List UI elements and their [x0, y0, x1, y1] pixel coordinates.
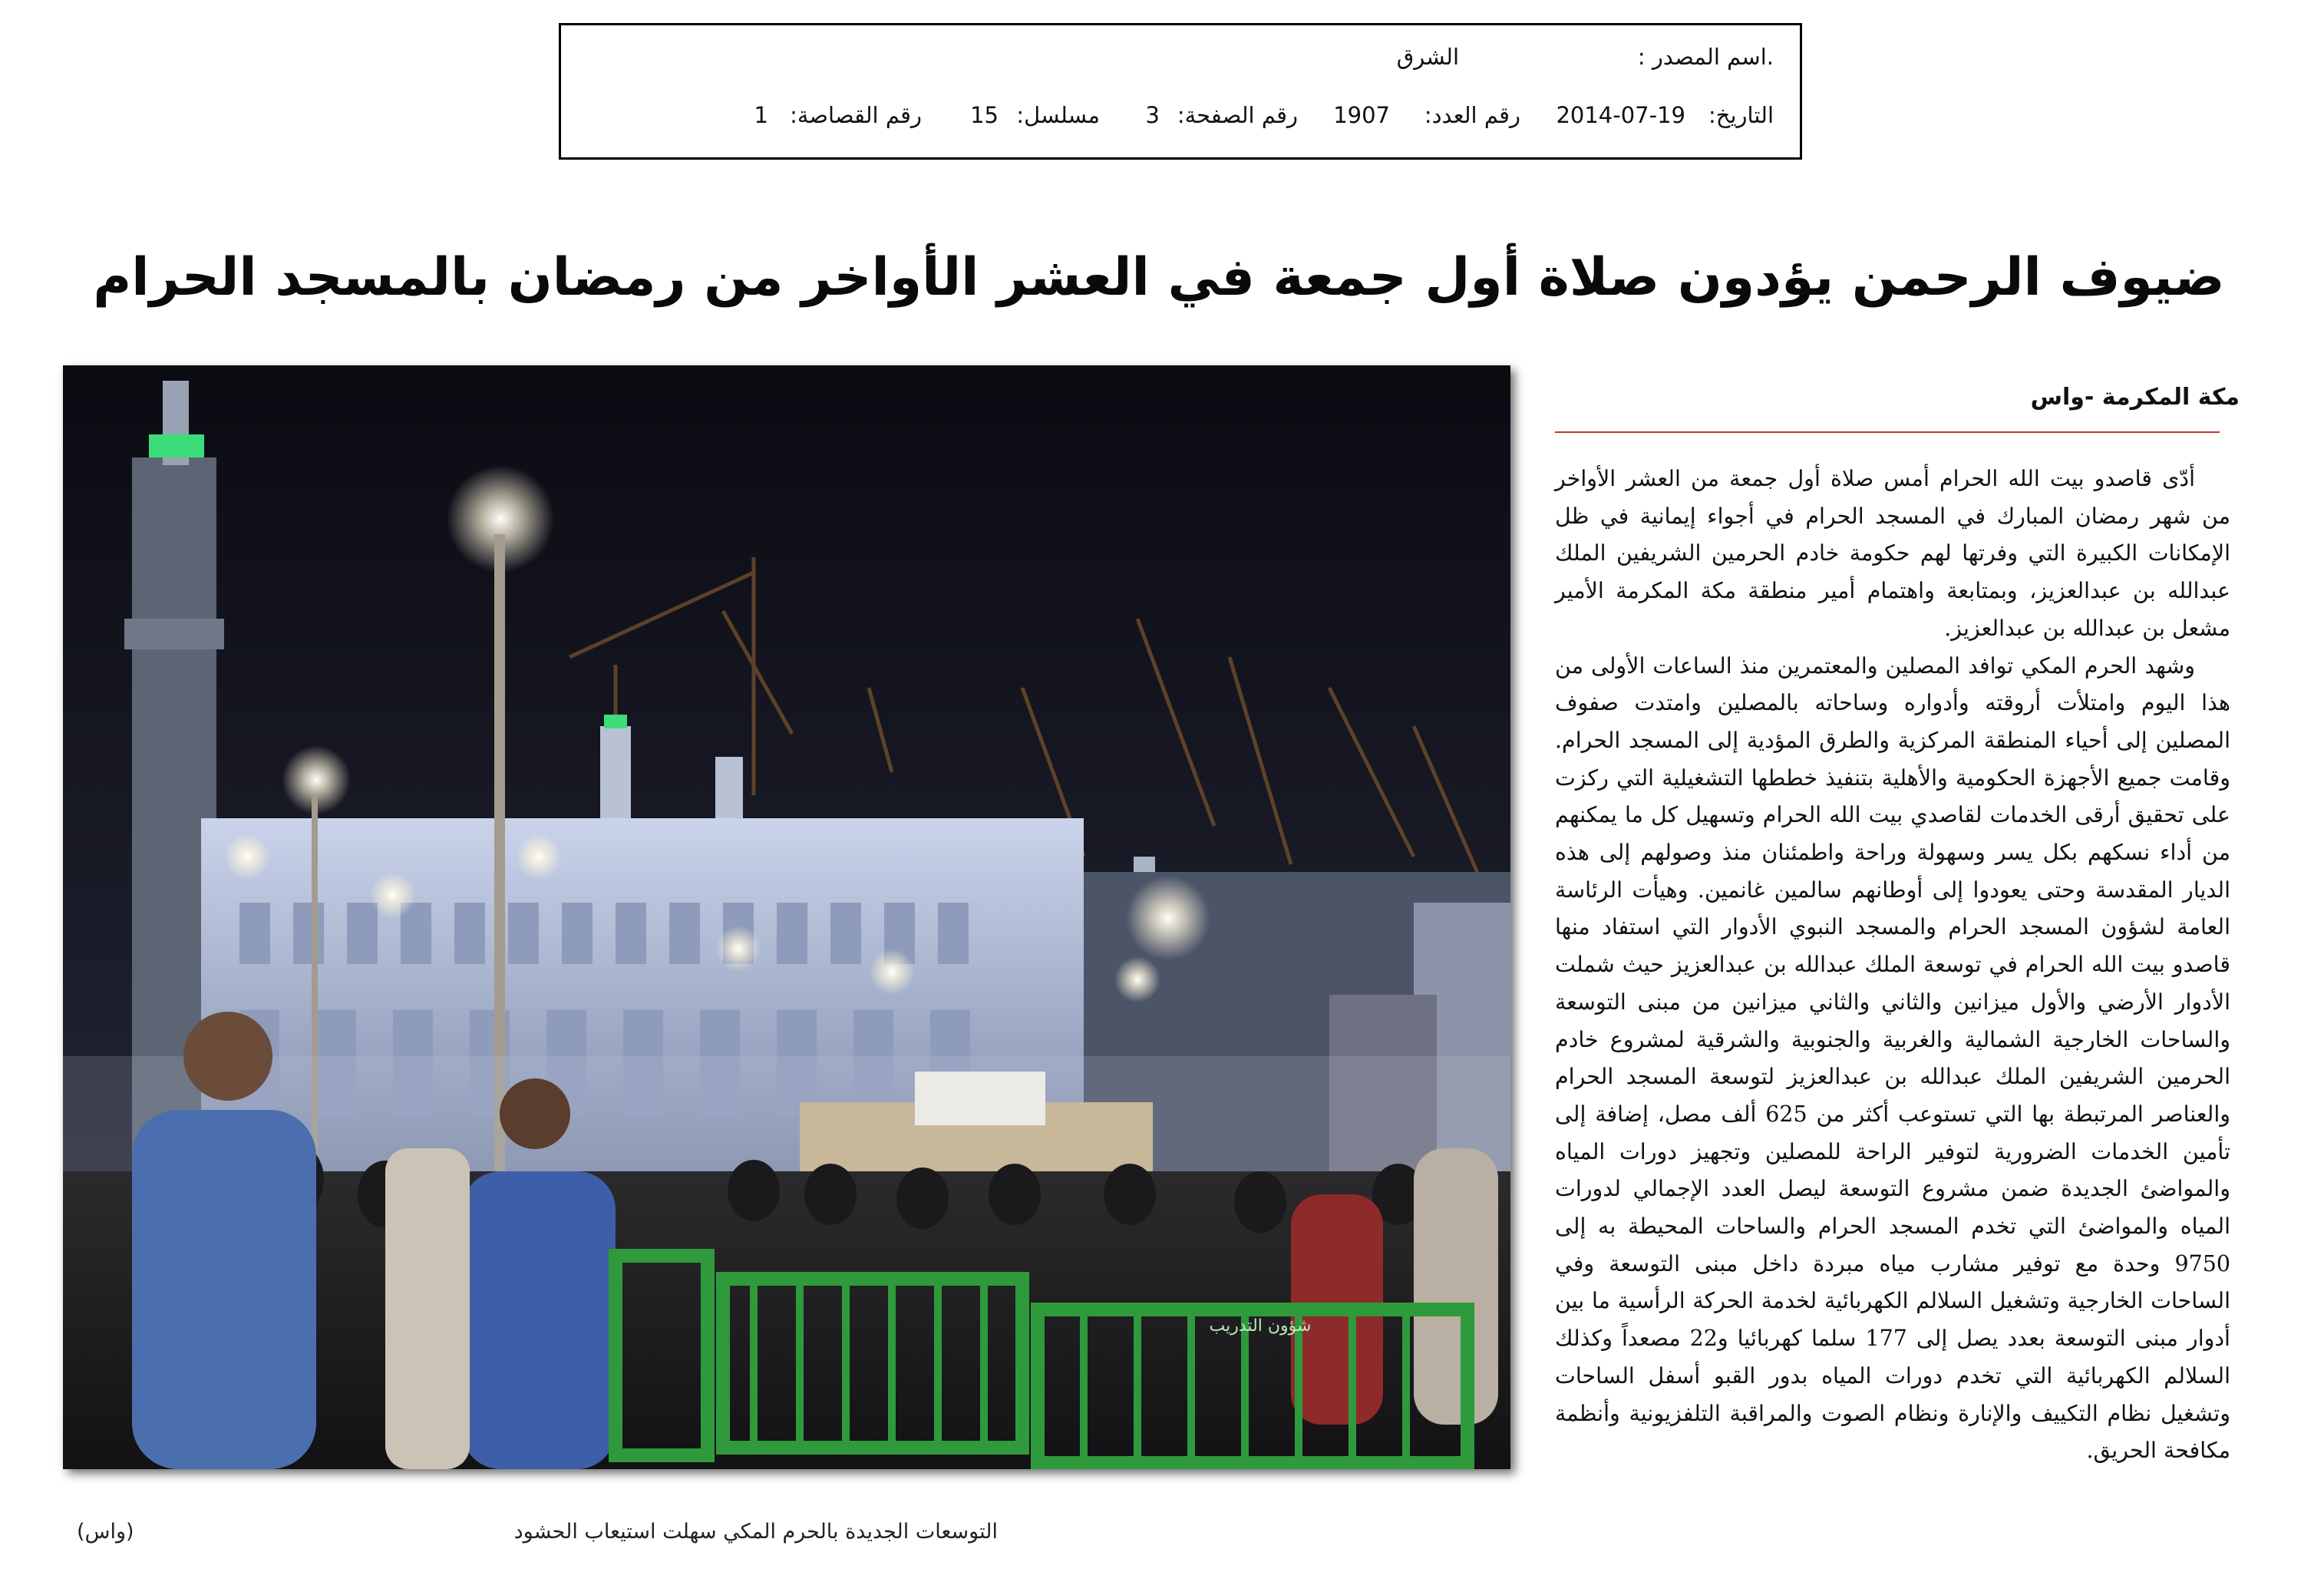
date-value: 2014-07-19 — [1556, 102, 1685, 128]
page-value: 3 — [1145, 102, 1160, 128]
clip-label: رقم القصاصة: — [790, 102, 922, 128]
issue-label: رقم العدد: — [1424, 102, 1520, 128]
dateline-divider — [1555, 431, 2220, 433]
mosque-night-scene — [63, 365, 1510, 1469]
article-headline: ضيوف الرحمن يؤدون صلاة أول جمعة في العشر الأواخر من رمضان بالمسجد الحرام — [93, 247, 2225, 308]
serial-label: مسلسل: — [1016, 102, 1100, 128]
source-row — [576, 44, 1774, 78]
source-label: .اسم المصدر : — [1637, 44, 1774, 70]
article-paragraph-1: أدّى قاصدو بيت الله الحرام أمس صلاة أول جمعة من العشر الأواخر من شهر رمضان المبارك في المسجد الحرام في أجواء إيمانية في ظل الإمكانات الكبيرة التي وفرتها لهم حكومة خادم الحرمين الشريفين الملك عبدالله بن عبدالعزيز، وبمتابعة واهتمام أمير منطقة مكة المكرمة الأمير مشعل بن عبدالله بن عبدالعزيز. — [1555, 466, 2230, 641]
caption-credit: (واس) — [77, 1520, 134, 1544]
page-label: رقم الصفحة: — [1177, 102, 1298, 128]
article-paragraph-2: وشهد الحرم المكي توافد المصلين والمعتمرين منذ الساعات الأولى من هذا اليوم وامتلأت أروقته وأدواره وساحاته بالمصلين وامتدت صفوف المصلين إلى أحياء المنطقة المركزية والطرق المؤدية إلى المسجد الحرام. وقامت جميع الأجهزة الحكومية والأهلية بتنفيذ خططها التشغيلية التي ركزت على تحقيق أرقى الخدمات لقاصدي بيت الله الحرام وتسهيل كل ما يمكنهم من أداء نسكهم بكل يسر وسهولة وراحة واطمئنان منذ وصولهم إلى هذه الديار المقدسة وحتى يعودوا إلى أوطانهم سالمين غانمين. وهيأت الرئاسة العامة لشؤون المسجد الحرام والمسجد النبوي الأدوار التي استفاد منها قاصدو بيت الله الحرام في توسعة الملك عبدالله بن عبدالعزيز حيث شملت الأدوار الأرضي والأول ميزانين والثاني والثاني ميزانين من مبنى التوسعة والساحات الخارجية الشمالية والغربية والجنوبية والشرقية لمشروع خادم الحرمين الشريفين الملك عبدالله بن عبدالعزيز لتوسعة المسجد الحرام والعناصر المرتبطة بها التي تستوعب أكثر من 625 ألف مصل، إضافة إلى تأمين الخدمات الضرورية لتوفير الراحة للمصلين وتجهيز دورات المياه والمواضئ الجديدة ضمن مشروع التوسعة ليصل العدد الإجمالي لدورات المياه والمواضئ التي تخدم المسجد الحرام والساحات المحيطة به إلى 9750 وحدة مع توفير مشارب مياه مبردة داخل مبنى التوسعة وفي الساحات الخارجية وتشغيل السلالم الكهربائية لخدمة الحركة الرأسية ما بين أدوار مبنى التوسعة بعدد يصل إلى 177 سلما كهربائيا و22 مصعداً وكذلك السلالم الكهربائية التي تخدم دورات المياه بدور القبو أسفل الساحات وتشغيل نظام التكييف والإنارة ونظام الصوت والمراقبة التلفزيونية وأنظمة مكافحة الحريق. — [1555, 652, 2231, 1464]
article-photo — [63, 365, 1510, 1469]
clipping-metadata-box — [559, 23, 1802, 160]
details-row — [576, 102, 1774, 136]
caption-text: التوسعات الجديدة بالحرم المكي سهلت استيعاب الحشود — [513, 1520, 998, 1544]
serial-value: 15 — [970, 102, 999, 128]
source-value: الشرق — [1396, 44, 1459, 70]
article-dateline: مكة المكرمة -واس — [2030, 384, 2240, 411]
photo-caption — [77, 1520, 998, 1557]
issue-value: 1907 — [1333, 102, 1390, 128]
date-label: التاريخ: — [1708, 102, 1774, 128]
clip-value: 1 — [754, 102, 768, 128]
article-body — [1555, 461, 2230, 1551]
barrier-label: شؤون التدريب — [1209, 1316, 1312, 1336]
